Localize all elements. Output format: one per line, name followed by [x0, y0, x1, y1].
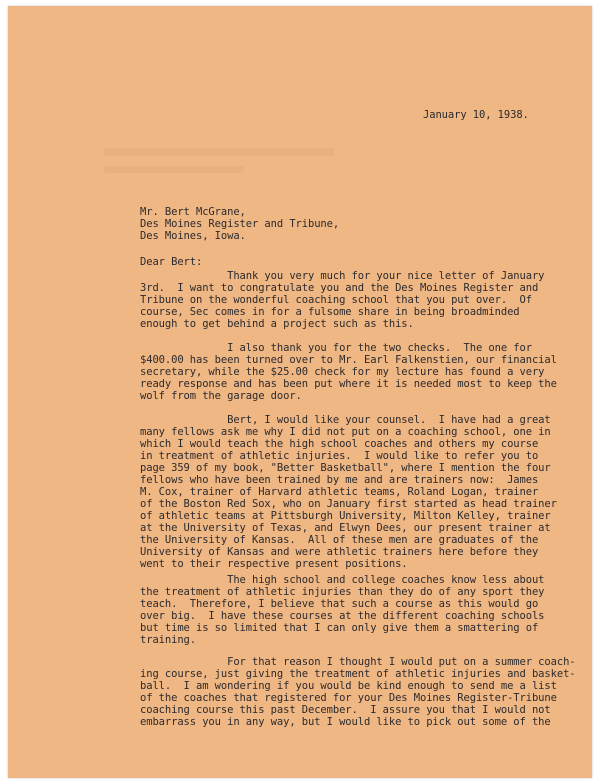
- body-paragraph: Bert, I would like your counsel. I have had a great many fellows ask me why I did not put on a coaching school, one in which I would teach the high school coaches and others my course in treatment of athletic injuries. I would like to refer you to page 359 of my book, "Better Basketball", where I mention the four fellows who have been trained by me and are trainers now: James M. Cox, trainer of Harvard athletic teams, Roland Logan, trainer of the Boston Red Sox, who on January first started as head trainer of athletic teams at Pittsburgh University, Milton Kelley, trainer at the University of Texas, and Elwyn Dees, our present trainer at the University of Kansas. All of these men are graduates of the University of Kansas and were athletic trainers here before they went to their respective present positions.: [140, 414, 557, 570]
- body-paragraph: For that reason I thought I would put on a summer coach- ing course, just giving the treatment of athletic injuries and basket- ball. I am wondering if you would be kind enough to send me a list of the coaches that registered for your Des Moines Register-Tribune coaching course this past December. I assure you that I would not embarrass you in any way, but I would like to pick out some of the: [140, 656, 576, 728]
- recipient-line: Des Moines, Iowa.: [140, 230, 246, 242]
- body-paragraph: Thank you very much for your nice letter of January 3rd. I want to congratulate you and the Des Moines Register and Tribune on the wonderful coaching school that you put over. Of course, Sec comes in for a fulsome share in being broadminded enough to get behind a project such as this.: [140, 270, 545, 330]
- letter-date: January 10, 1938.: [423, 109, 529, 121]
- salutation: Dear Bert:: [140, 256, 203, 268]
- body-paragraph: I also thank you for the two checks. The one for $400.00 has been turned over to Mr. Earl Falkenstien, our financial secretary, while the $25.00 check for my lecture has found a very ready response and has been put where it is needed most to keep the wolf from the garage door.: [140, 342, 557, 402]
- body-paragraph: The high school and college coaches know less about the treatment of athletic injuries than they do of any sport they teach. Therefore, I believe that such a course as this would go over big. I have these courses at the different coaching schools but time is so limited that I can only give them a smattering of training.: [140, 574, 545, 646]
- ghost-impression: [104, 148, 334, 156]
- letter-page: [8, 6, 592, 778]
- recipient-line: Des Moines Register and Tribune,: [140, 218, 340, 230]
- ghost-impression: [104, 166, 244, 173]
- recipient-line: Mr. Bert McGrane,: [140, 206, 246, 218]
